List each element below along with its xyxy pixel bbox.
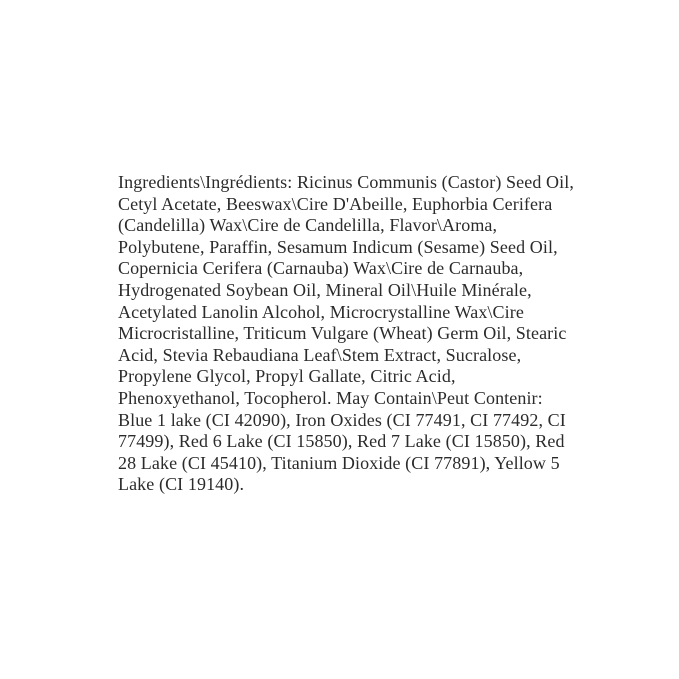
ingredients-line: Acetylated Lanolin Alcohol, Microcrystalline Wax\Cire: [118, 301, 524, 322]
ingredients-line: Copernicia Cerifera (Carnauba) Wax\Cire de Carnauba,: [118, 258, 524, 279]
ingredients-line: (Candelilla) Wax\Cire de Candelilla, Flavor\Aroma,: [118, 215, 498, 236]
ingredients-line: Polybutene, Paraffin, Sesamum Indicum (Sesame) Seed Oil,: [118, 236, 558, 257]
ingredients-label: [118, 172, 588, 496]
ingredients-line: Phenoxyethanol, Tocopherol. May Contain\Peut Contenir:: [118, 387, 543, 408]
ingredients-line: Propylene Glycol, Propyl Gallate, Citric Acid,: [118, 366, 456, 387]
ingredients-line: Microcristalline, Triticum Vulgare (Wheat) Germ Oil, Stearic: [118, 323, 567, 344]
ingredients-line: 77499), Red 6 Lake (CI 15850), Red 7 Lake (CI 15850), Red: [118, 431, 565, 452]
ingredients-line: Lake (CI 19140).: [118, 474, 245, 495]
ingredients-line: 28 Lake (CI 45410), Titanium Dioxide (CI 77891), Yellow 5: [118, 452, 560, 473]
ingredients-line: Hydrogenated Soybean Oil, Mineral Oil\Huile Minérale,: [118, 279, 532, 300]
ingredients-line: Blue 1 lake (CI 42090), Iron Oxides (CI 77491, CI 77492, CI: [118, 409, 566, 430]
ingredients-line: Cetyl Acetate, Beeswax\Cire D'Abeille, Euphorbia Cerifera: [118, 193, 553, 214]
ingredients-line: Acid, Stevia Rebaudiana Leaf\Stem Extract, Sucralose,: [118, 344, 522, 365]
ingredients-line: Ingredients\Ingrédients: Ricinus Communis (Castor) Seed Oil,: [118, 172, 574, 192]
